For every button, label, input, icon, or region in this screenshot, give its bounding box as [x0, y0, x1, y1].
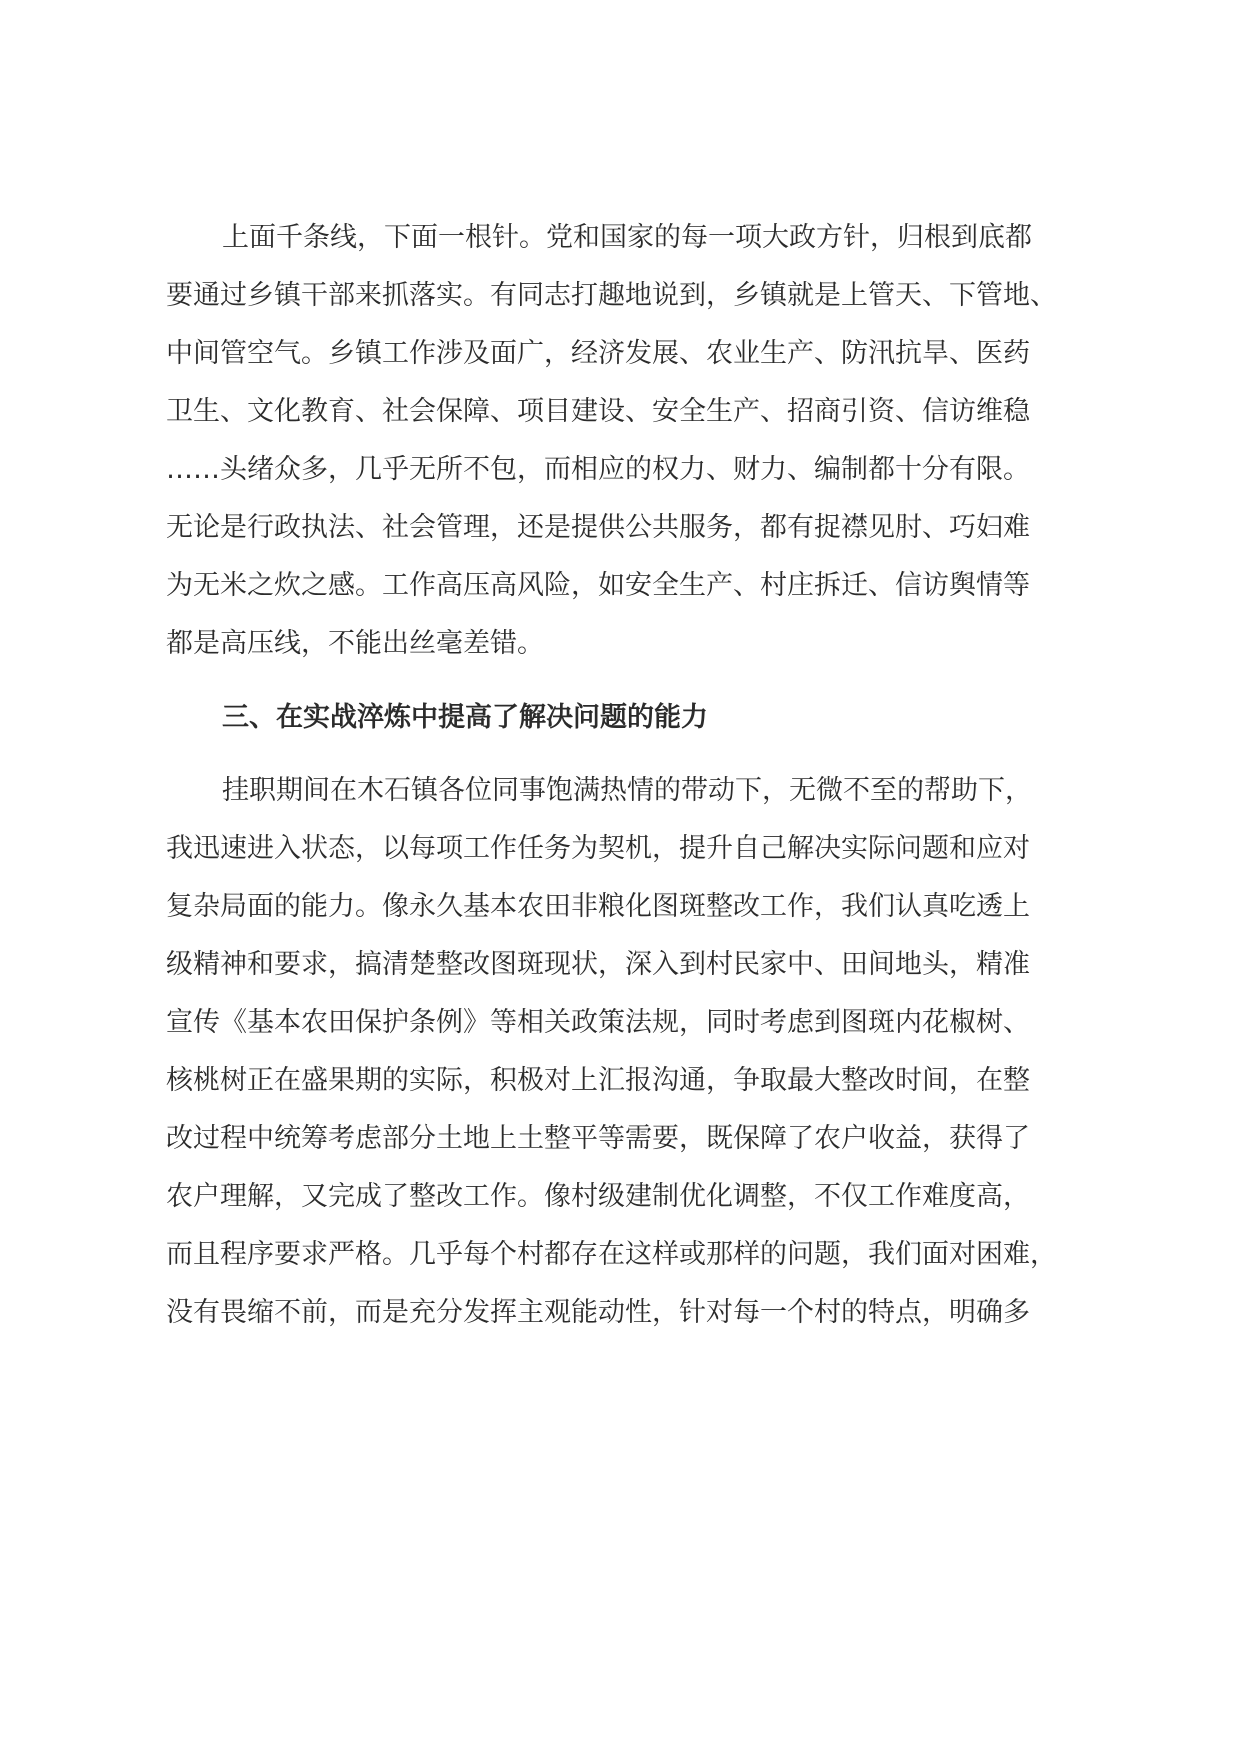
- paragraph-1-line-4: 卫生、文化教育、社会保障、项目建设、安全生产、招商引资、信访维稳: [166, 396, 1030, 427]
- paragraph-2-line-6: 核桃树正在盛果期的实际，积极对上汇报沟通，争取最大整改时间，在整: [166, 1065, 1030, 1096]
- paragraph-2-line-10: 没有畏缩不前，而是充分发挥主观能动性，针对每一个村的特点，明确多: [166, 1297, 1030, 1328]
- paragraph-1-line-2: 要通过乡镇干部来抓落实。有同志打趣地说到，乡镇就是上管天、下管地、: [166, 280, 1057, 311]
- paragraph-2-line-7: 改过程中统筹考虑部分土地上土整平等需要，既保障了农户收益，获得了: [166, 1123, 1030, 1154]
- paragraph-1-line-7: 为无米之炊之感。工作高压高风险，如安全生产、村庄拆迁、信访舆情等: [166, 570, 1030, 601]
- paragraph-2-line-3: 复杂局面的能力。像永久基本农田非粮化图斑整改工作，我们认真吃透上: [166, 891, 1030, 922]
- paragraph-2-line-5: 宣传《基本农田保护条例》等相关政策法规，同时考虑到图斑内花椒树、: [166, 1007, 1030, 1038]
- section-heading: 三、在实战淬炼中提高了解决问题的能力: [222, 702, 708, 733]
- paragraph-2-line-9: 而且程序要求严格。几乎每个村都存在这样或那样的问题，我们面对困难，: [166, 1239, 1057, 1270]
- paragraph-1-line-5: ……头绪众多，几乎无所不包，而相应的权力、财力、编制都十分有限。: [166, 454, 1030, 485]
- paragraph-1-line-6: 无论是行政执法、社会管理，还是提供公共服务，都有捉襟见肘、巧妇难: [166, 512, 1030, 543]
- paragraph-1-line-1: 上面千条线，下面一根针。党和国家的每一项大政方针，归根到底都: [222, 222, 1032, 253]
- paragraph-2-line-1: 挂职期间在木石镇各位同事饱满热情的带动下，无微不至的帮助下，: [222, 775, 1032, 806]
- paragraph-2-line-2: 我迅速进入状态，以每项工作任务为契机，提升自己解决实际问题和应对: [166, 833, 1030, 864]
- paragraph-1-line-3: 中间管空气。乡镇工作涉及面广，经济发展、农业生产、防汛抗旱、医药: [166, 338, 1030, 369]
- paragraph-2-line-4: 级精神和要求，搞清楚整改图斑现状，深入到村民家中、田间地头，精准: [166, 949, 1030, 980]
- paragraph-2-line-8: 农户理解，又完成了整改工作。像村级建制优化调整，不仅工作难度高，: [166, 1181, 1030, 1212]
- paragraph-1-line-8: 都是高压线，不能出丝毫差错。: [166, 628, 544, 659]
